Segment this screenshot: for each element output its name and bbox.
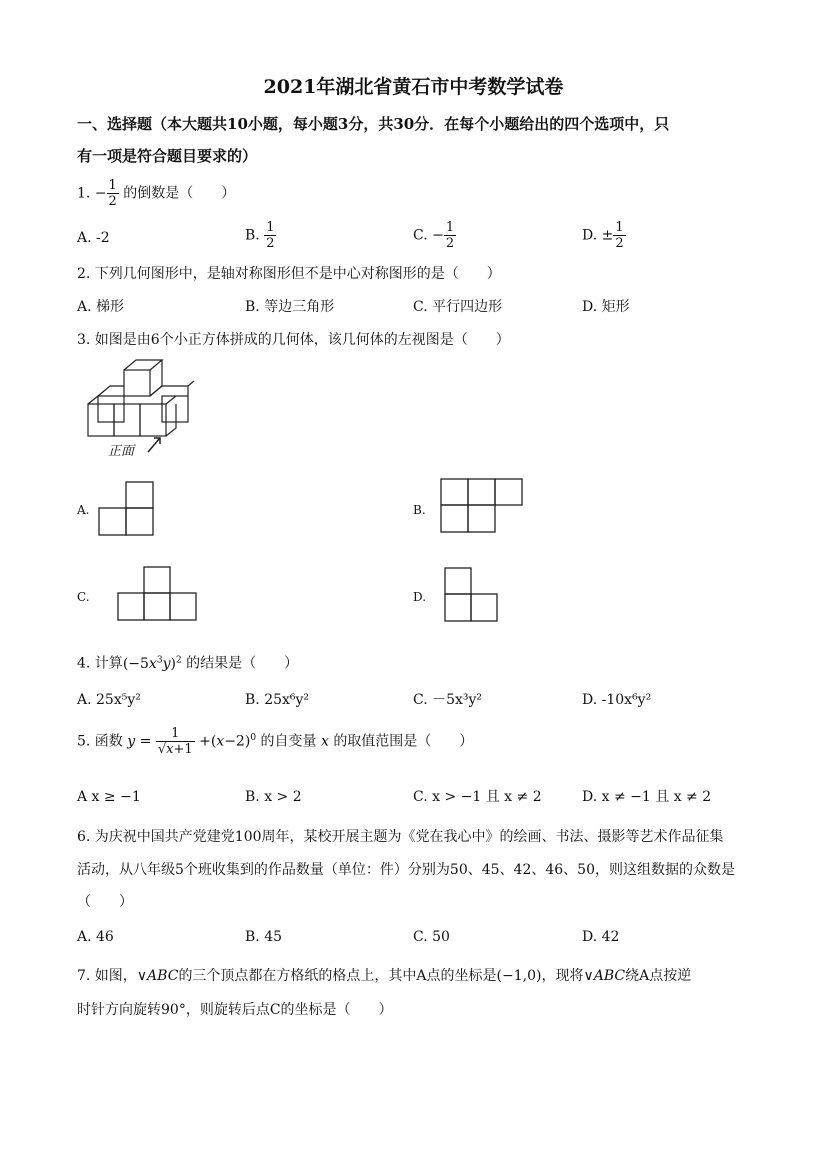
q1-frac-den: 2: [108, 194, 117, 209]
q1-b-num: 1: [266, 220, 275, 235]
question-2-stem: 2. 下列几何图形中，是轴对称图形但不是中心对称图形的是（ ）: [77, 266, 501, 282]
q7-line1-a: 7. 如图，: [77, 968, 137, 984]
q5-y: y: [127, 733, 136, 750]
q1-d-num: 1: [615, 220, 624, 235]
q4-stem-prefix: 4. 计算: [77, 655, 123, 672]
q5-stem-end: 的取值范围是（ ）: [333, 733, 474, 750]
q1-option-d-label: D.: [582, 227, 598, 244]
q7-line1-d: 绕A点按逆: [625, 968, 692, 984]
q1-option-b-fraction: [264, 220, 276, 251]
q1-option-d-sign: ±: [601, 227, 614, 244]
question-7-line2: 时针方向旋转90°，则旋转后点C的坐标是（ ）: [77, 1002, 393, 1018]
q4-option-c: C. －5x³y²: [413, 692, 483, 708]
q1-option-d: [582, 220, 626, 251]
q4-option-a: A. 25x⁵y²: [77, 692, 141, 708]
section-heading-line2: 有一项是符合题目要求的）: [77, 147, 258, 165]
q3-option-a-label: A.: [77, 503, 90, 517]
q6-option-d: D. 42: [582, 929, 620, 945]
q2-option-b: B. 等边三角形: [245, 299, 335, 315]
q5-x: x: [320, 733, 329, 750]
q5-option-d: D. x ≠ −1 且 x ≠ 2: [582, 789, 712, 805]
question-4: [77, 650, 298, 674]
q1-d-den: 2: [615, 236, 624, 251]
q5-stem-suffix: 的自变量: [260, 733, 317, 750]
q6-option-c: C. 50: [413, 929, 450, 945]
q7-line1-b: 的三个顶点都在方格纸的格点上，其中A点的坐标是: [178, 968, 497, 984]
q1-frac-num: 1: [108, 178, 117, 193]
q3-option-d-label: D.: [413, 590, 427, 604]
q1-option-b-label: B.: [245, 227, 260, 244]
q5-option-c: C. x > −1 且 x ≠ 2: [413, 789, 542, 805]
q3-option-a-figure: [98, 481, 156, 537]
q4-expression: $(-5x^3y)^2$: [122, 655, 182, 672]
q1-option-d-fraction: [613, 220, 625, 251]
q1-option-c-fraction: [444, 220, 456, 251]
q1-option-c: [413, 220, 456, 251]
q2-option-c: C. 平行四边形: [413, 299, 503, 315]
q5-fraction: [156, 726, 195, 757]
q6-option-a: A. 46: [77, 929, 114, 945]
q5-frac-den: √x+1: [157, 742, 193, 757]
q5-option-a: A x ≥ −1: [77, 789, 141, 805]
q7-line1-c: ，现将: [541, 968, 584, 984]
question-3-stem: 3. 如图是由6个小正方体拼成的几何体，该几何体的左视图是（ ）: [77, 332, 510, 348]
q3-option-b-label: B.: [413, 503, 426, 517]
question-7-line1: [77, 966, 691, 986]
q1-option-c-sign: −: [432, 227, 444, 244]
q7-triangle: ∨ABC: [136, 968, 179, 984]
q1-number: 1.: [77, 185, 91, 202]
q1-c-num: 1: [445, 220, 455, 235]
question-6-line1: 6. 为庆祝中国共产党建党100周年，某校开展主题为《党在我心中》的绘画、书法、摄影等艺术作品征集: [77, 829, 724, 845]
q7-triangle-2: ∨ABC: [583, 968, 626, 984]
q3-option-b-figure: [440, 478, 524, 534]
question-5: 5. 函数 y = $\frac{1}{√x+1}$ $+(x-2)^0$ 的自变量 x 的取值范围是（ ）: [77, 726, 474, 757]
page-title: 2021年湖北省黄石市中考数学试卷: [263, 76, 564, 98]
q1-option-b: [245, 220, 276, 251]
q3-option-c-label: C.: [77, 590, 90, 604]
q4-stem-suffix: 的结果是（ ）: [186, 655, 299, 672]
q1-minus: −: [94, 185, 107, 202]
q1-fraction: [107, 178, 119, 209]
question-1: [77, 178, 235, 209]
q3-option-c-figure: [117, 566, 199, 622]
section-heading-line1: 一、选择题（本大题共10小题，每小题3分，共30分．在每个小题给出的四个选项中，只: [77, 115, 670, 133]
q2-option-d: D. 矩形: [582, 299, 630, 315]
q7-coordinate: (−1,0): [496, 968, 542, 984]
q1-option-c-label: C.: [413, 227, 428, 244]
q1-stem: 的倒数是（ ）: [123, 185, 236, 202]
q4-option-d: D. ‐10x⁶y²: [582, 692, 652, 708]
q5-option-b: B. x > 2: [245, 789, 302, 805]
q2-option-a: A. 梯形: [77, 299, 125, 315]
question-6-line3: （ ）: [77, 894, 133, 910]
q3-front-label: 正面: [108, 444, 135, 459]
q4-option-b: B. 25x⁶y²: [245, 692, 310, 708]
question-6-line2: 活动，从八年级5个班收集到的作品数量（单位：件）分别为50、45、42、46、50，则这组数据的众数是: [77, 862, 735, 878]
q6-option-b: B. 45: [245, 929, 283, 945]
q1-c-den: 2: [445, 236, 455, 251]
q5-frac-num: 1: [156, 726, 195, 742]
q1-option-a: A. ‐2: [77, 230, 110, 246]
q3-option-d-figure: [444, 567, 502, 623]
q3-cube-figure: [80, 358, 195, 458]
q5-number: 5. 函数: [77, 733, 123, 750]
q1-b-den: 2: [266, 236, 275, 251]
